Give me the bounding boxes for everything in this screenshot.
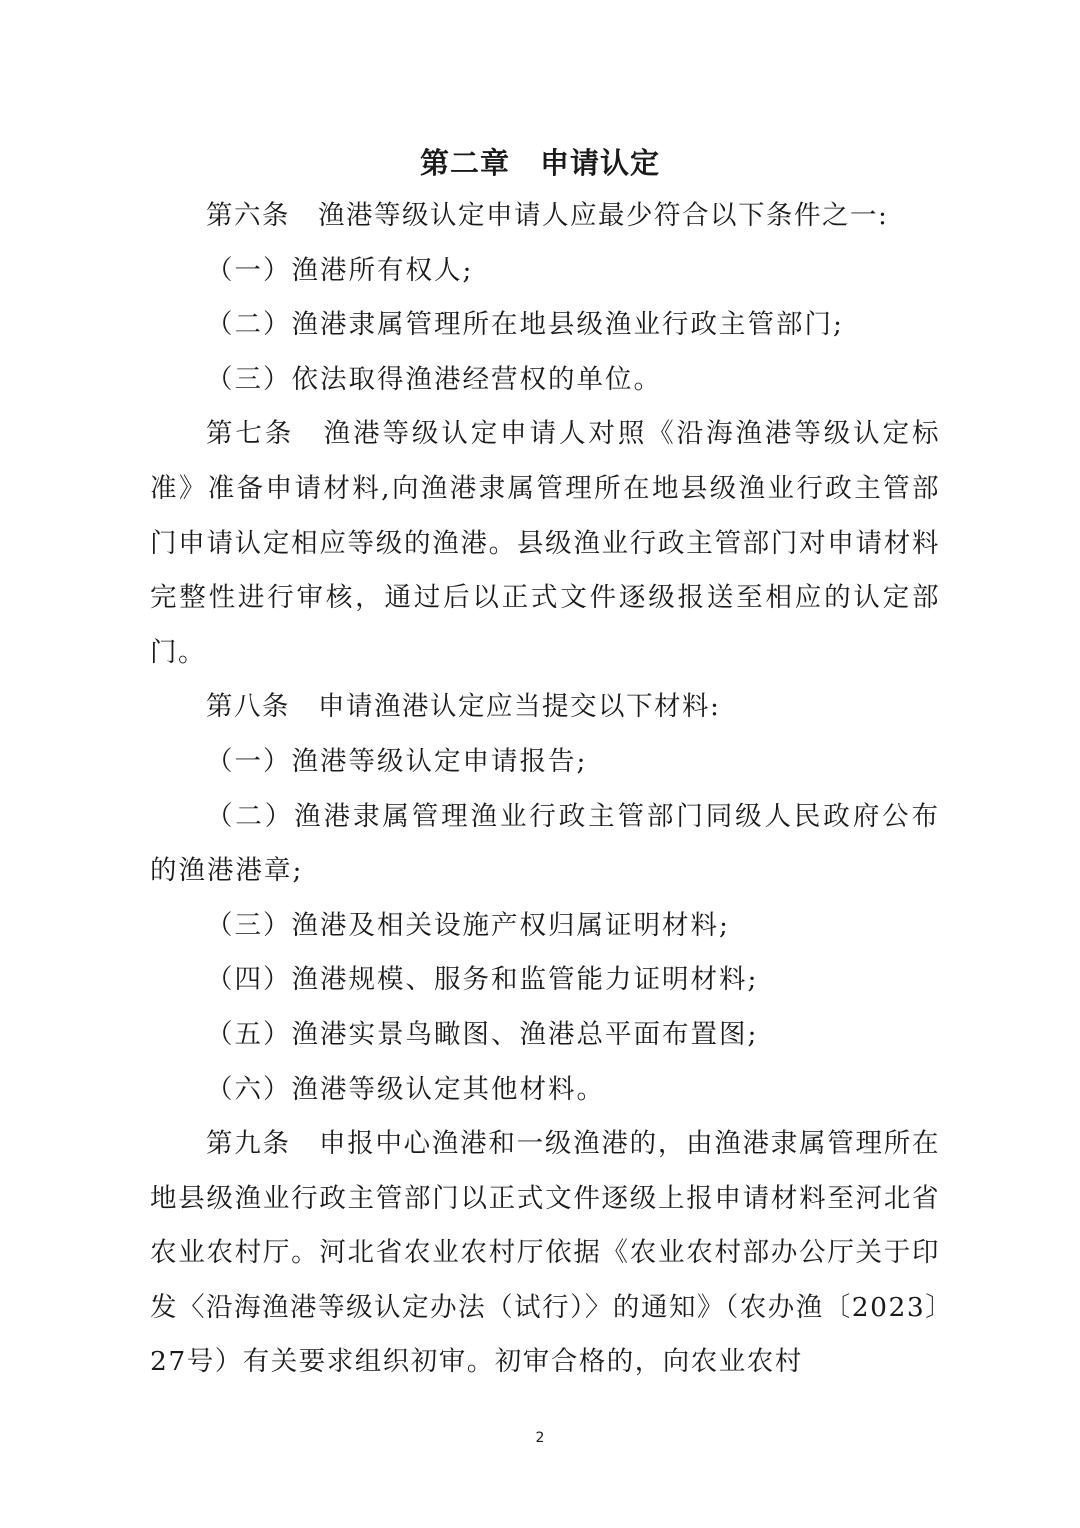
article-8-item-3: （三）渔港及相关设施产权归属证明材料; [206, 909, 730, 941]
article-8-item-5: （五）渔港实景鸟瞰图、渔港总平面布置图; [206, 1018, 759, 1050]
article-6-paragraph: 第六条 渔港等级认定申请人应最少符合以下条件之一: [206, 200, 889, 231]
article-8-item-2: （二）渔港隶属管理渔业行政主管部门同级人民政府公布的渔港港章; [150, 800, 940, 887]
article-8-item-1: （一）渔港等级认定申请报告; [206, 745, 588, 777]
page-number: 2 [535, 1430, 545, 1446]
article-6-item-1: （一）渔港所有权人; [206, 254, 474, 286]
chapter-title: 第二章 申请认定 [419, 146, 660, 180]
article-6-item-2: （二）渔港隶属管理所在地县级渔业行政主管部门; [206, 309, 844, 341]
article-6-item-3: （三）依法取得渔港经营权的单位。 [206, 363, 662, 395]
article-7-paragraph: 第七条 渔港等级认定申请人对照《沿海渔港等级认定标准》准备申请材料,向渔港隶属管理所在地县级渔业行政主管部门申请认定相应等级的渔港。县级渔业行政主管部门对申请材料完整性进行审核，通过后以正式文件逐级报送至相应的认定部门。 [150, 418, 940, 668]
article-8-item-6: （六）渔港等级认定其他材料。 [206, 1073, 605, 1105]
article-9-paragraph: 第九条 申报中心渔港和一级渔港的，由渔港隶属管理所在地县级渔业行政主管部门以正式文件逐级上报申请材料至河北省农业农村厅。河北省农业农村厅依据《农业农村部办公厅关于印发〈沿海渔港等级认定办法（试行）〉的通知》（农办渔〔2023〕27号）有关要求组织初审。初审合格的，向农业农村 [150, 1128, 940, 1378]
article-8-paragraph: 第八条 申请渔港认定应当提交以下材料: [206, 691, 721, 723]
article-8-item-4: （四）渔港规模、服务和监管能力证明材料; [206, 964, 759, 996]
document-body [150, 189, 940, 1390]
